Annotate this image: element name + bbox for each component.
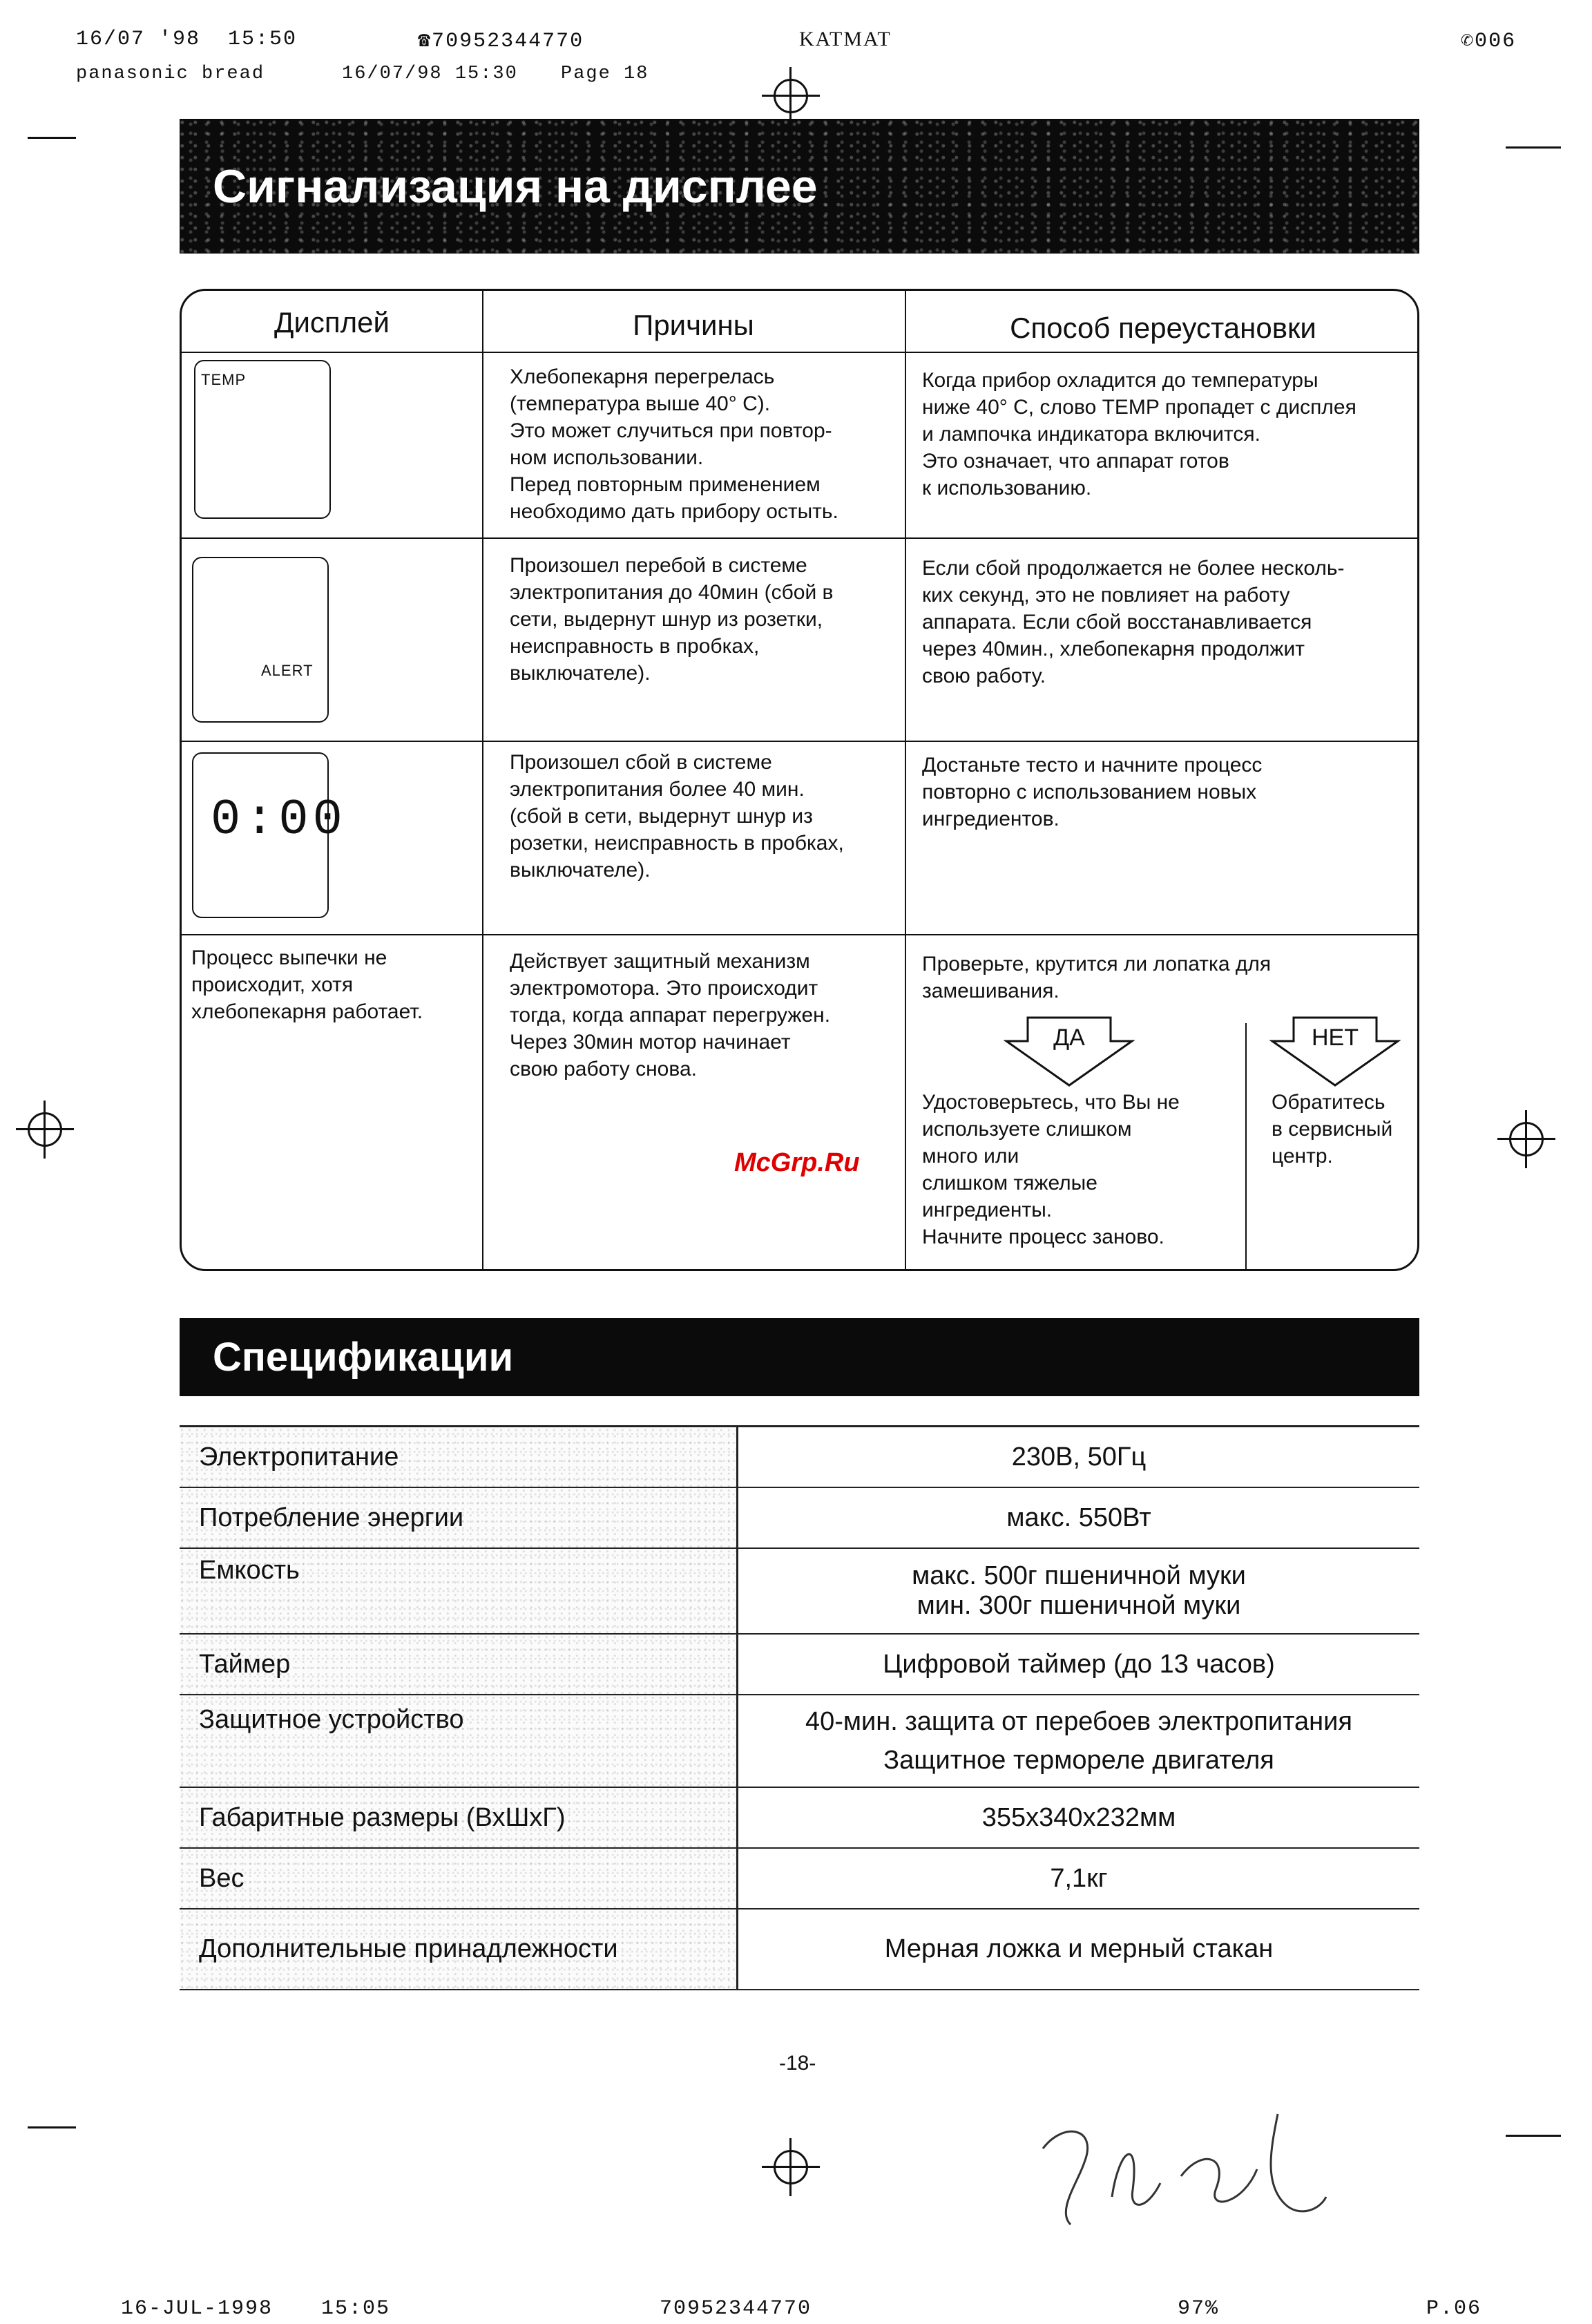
- row4-cause: Действует защитный механизм электромотора. Это происходит тогда, когда аппарат перегружен. Через 30мин мотор начинает свою работу снова.: [510, 950, 831, 1080]
- display-section-banner: [180, 119, 1419, 254]
- watermark-text: McGrp.Ru: [734, 1148, 860, 1177]
- fax-filename: panasonic bread: [76, 64, 265, 84]
- fax-header-phone: ☎70952344770: [418, 30, 584, 53]
- lcd-display-temp: [194, 360, 331, 519]
- fax-header-date: 16/07 '98: [76, 28, 201, 51]
- header-display: Дисплей: [274, 306, 390, 339]
- spec-value: макс. 550Вт: [738, 1487, 1420, 1548]
- spec-row: [180, 1695, 1419, 1787]
- spec-value: 230В, 50Гц: [738, 1427, 1420, 1488]
- table-row-divider: [182, 537, 1417, 539]
- spec-key: Вес: [180, 1848, 738, 1909]
- spec-key: Таймер: [180, 1634, 738, 1695]
- display-section-title: Сигнализация на дисплее: [213, 160, 818, 213]
- spec-row: [180, 1548, 1419, 1634]
- crop-mark: [28, 137, 76, 139]
- spec-key: Электропитание: [180, 1427, 738, 1488]
- spec-row: [180, 1427, 1419, 1488]
- spec-value: Цифровой таймер (до 13 часов): [738, 1634, 1420, 1695]
- crop-mark: [1506, 2135, 1561, 2137]
- registration-mark: [28, 1112, 62, 1147]
- row4-remedy-intro: Проверьте, крутится ли лопатка для замешивания.: [922, 953, 1272, 1002]
- spec-value: Мерная ложка и мерный стакан: [738, 1909, 1420, 1990]
- spec-row: [180, 1848, 1419, 1909]
- spec-value: 355x340x232мм: [738, 1787, 1420, 1848]
- row3-remedy: Достаньте тесто и начните процесс повторно с использованием новых ингредиентов.: [922, 754, 1263, 830]
- fax-footer-quality: 97%: [1178, 2297, 1220, 2321]
- crop-mark: [28, 2126, 76, 2128]
- lcd-label-temp: TEMP: [201, 371, 247, 388]
- spec-key: Дополнительные принадлежности: [180, 1909, 738, 1990]
- row3-cause: Произошел сбой в системе электропитания более 40 мин. (сбой в сети, выдернут шнур из розетки, неисправность в пробках, выключателе).: [510, 751, 844, 882]
- table-row-divider: [182, 352, 1417, 353]
- spec-value: 40-мин. защита от перебоев электропитания Защитное термореле двигателя: [738, 1695, 1420, 1787]
- display-signal-table: [180, 289, 1419, 1271]
- row1-cause: Хлебопекарня перегрелась (температура выше 40° С). Это может случиться при повтор- ном использовании. Перед повторным применением необходимо дать прибору остыть.: [510, 365, 838, 523]
- table-column-divider: [1245, 1023, 1247, 1269]
- spec-value: 7,1кг: [738, 1848, 1420, 1909]
- crop-mark: [1506, 146, 1561, 149]
- yes-label: ДА: [1053, 1025, 1085, 1051]
- row4-no-text: Обратитесь в сервисный центр.: [1272, 1091, 1393, 1168]
- spec-row: [180, 1487, 1419, 1548]
- specs-section-title: Спецификации: [213, 1335, 514, 1380]
- table-column-divider: [482, 291, 483, 1269]
- fax-footer-date: 16-JUL-1998: [121, 2297, 274, 2321]
- header-reset-method: Способ переустановки: [1010, 312, 1316, 344]
- specs-section-banner: [180, 1318, 1419, 1396]
- fax-footer-time: 15:05: [321, 2297, 391, 2321]
- spec-key: Потребление энергии: [180, 1487, 738, 1548]
- row4-display-text: Процесс выпечки не происходит, хотя хлебопекарня работает.: [191, 946, 423, 1023]
- registration-mark: [774, 2150, 808, 2184]
- spec-key: Емкость: [180, 1548, 738, 1634]
- fax-page: Page 18: [561, 64, 649, 84]
- spec-value: макс. 500г пшеничной муки мин. 300г пшеничной муки: [738, 1548, 1420, 1634]
- specs-table: [180, 1425, 1419, 1990]
- lcd-display-zero: [192, 752, 347, 918]
- table-row-divider: [182, 741, 1417, 742]
- page-number: -18-: [779, 2052, 816, 2075]
- spec-row: [180, 1787, 1419, 1848]
- lcd-display-alert: [192, 557, 329, 723]
- row1-remedy: Когда прибор охладится до температуры ниже 40° С, слово TEMP пропадет с дисплея и лампочка индикатора включится. Это означает, что аппарат готов к использованию.: [922, 369, 1356, 499]
- lcd-label-alert: ALERT: [261, 662, 314, 679]
- fax-stamp: 16/07/98 15:30: [342, 64, 518, 84]
- handwritten-signature-icon: [1022, 2107, 1354, 2245]
- fax-header-time: 15:50: [228, 28, 298, 51]
- row2-remedy: Если сбой продолжается не более несколь- ких секунд, это не повлияет на работу аппарата. Если сбой восстанавливается через 40мин., хлебопекарня продолжит свою работу.: [922, 557, 1345, 687]
- fax-footer-page: P.06: [1426, 2297, 1482, 2321]
- fax-footer-phone: 70952344770: [660, 2297, 812, 2321]
- table-column-divider: [905, 291, 906, 1269]
- spec-key: Защитное устройство: [180, 1695, 738, 1787]
- registration-mark: [774, 79, 808, 113]
- spec-row: [180, 1909, 1419, 1990]
- registration-mark: [1509, 1122, 1544, 1156]
- row4-yes-text: Удостоверьтесь, что Вы не используете слишком много или слишком тяжелые ингредиенты. Начните процесс заново.: [922, 1091, 1180, 1248]
- no-label: НЕТ: [1312, 1025, 1359, 1051]
- table-row-divider: [182, 934, 1417, 935]
- lcd-digits-zero: 0:00: [211, 792, 347, 848]
- spec-row: [180, 1634, 1419, 1695]
- spec-key: Габаритные размеры (ВхШхГ): [180, 1787, 738, 1848]
- fax-page-marker: ✆006: [1461, 30, 1517, 53]
- row2-cause: Произошел перебой в системе электропитания до 40мин (сбой в сети, выдернут шнур из розетки, неисправность в пробках, выключателе).: [510, 554, 834, 685]
- header-causes: Причины: [633, 309, 754, 341]
- fax-header-sender: KATMAT: [799, 28, 892, 50]
